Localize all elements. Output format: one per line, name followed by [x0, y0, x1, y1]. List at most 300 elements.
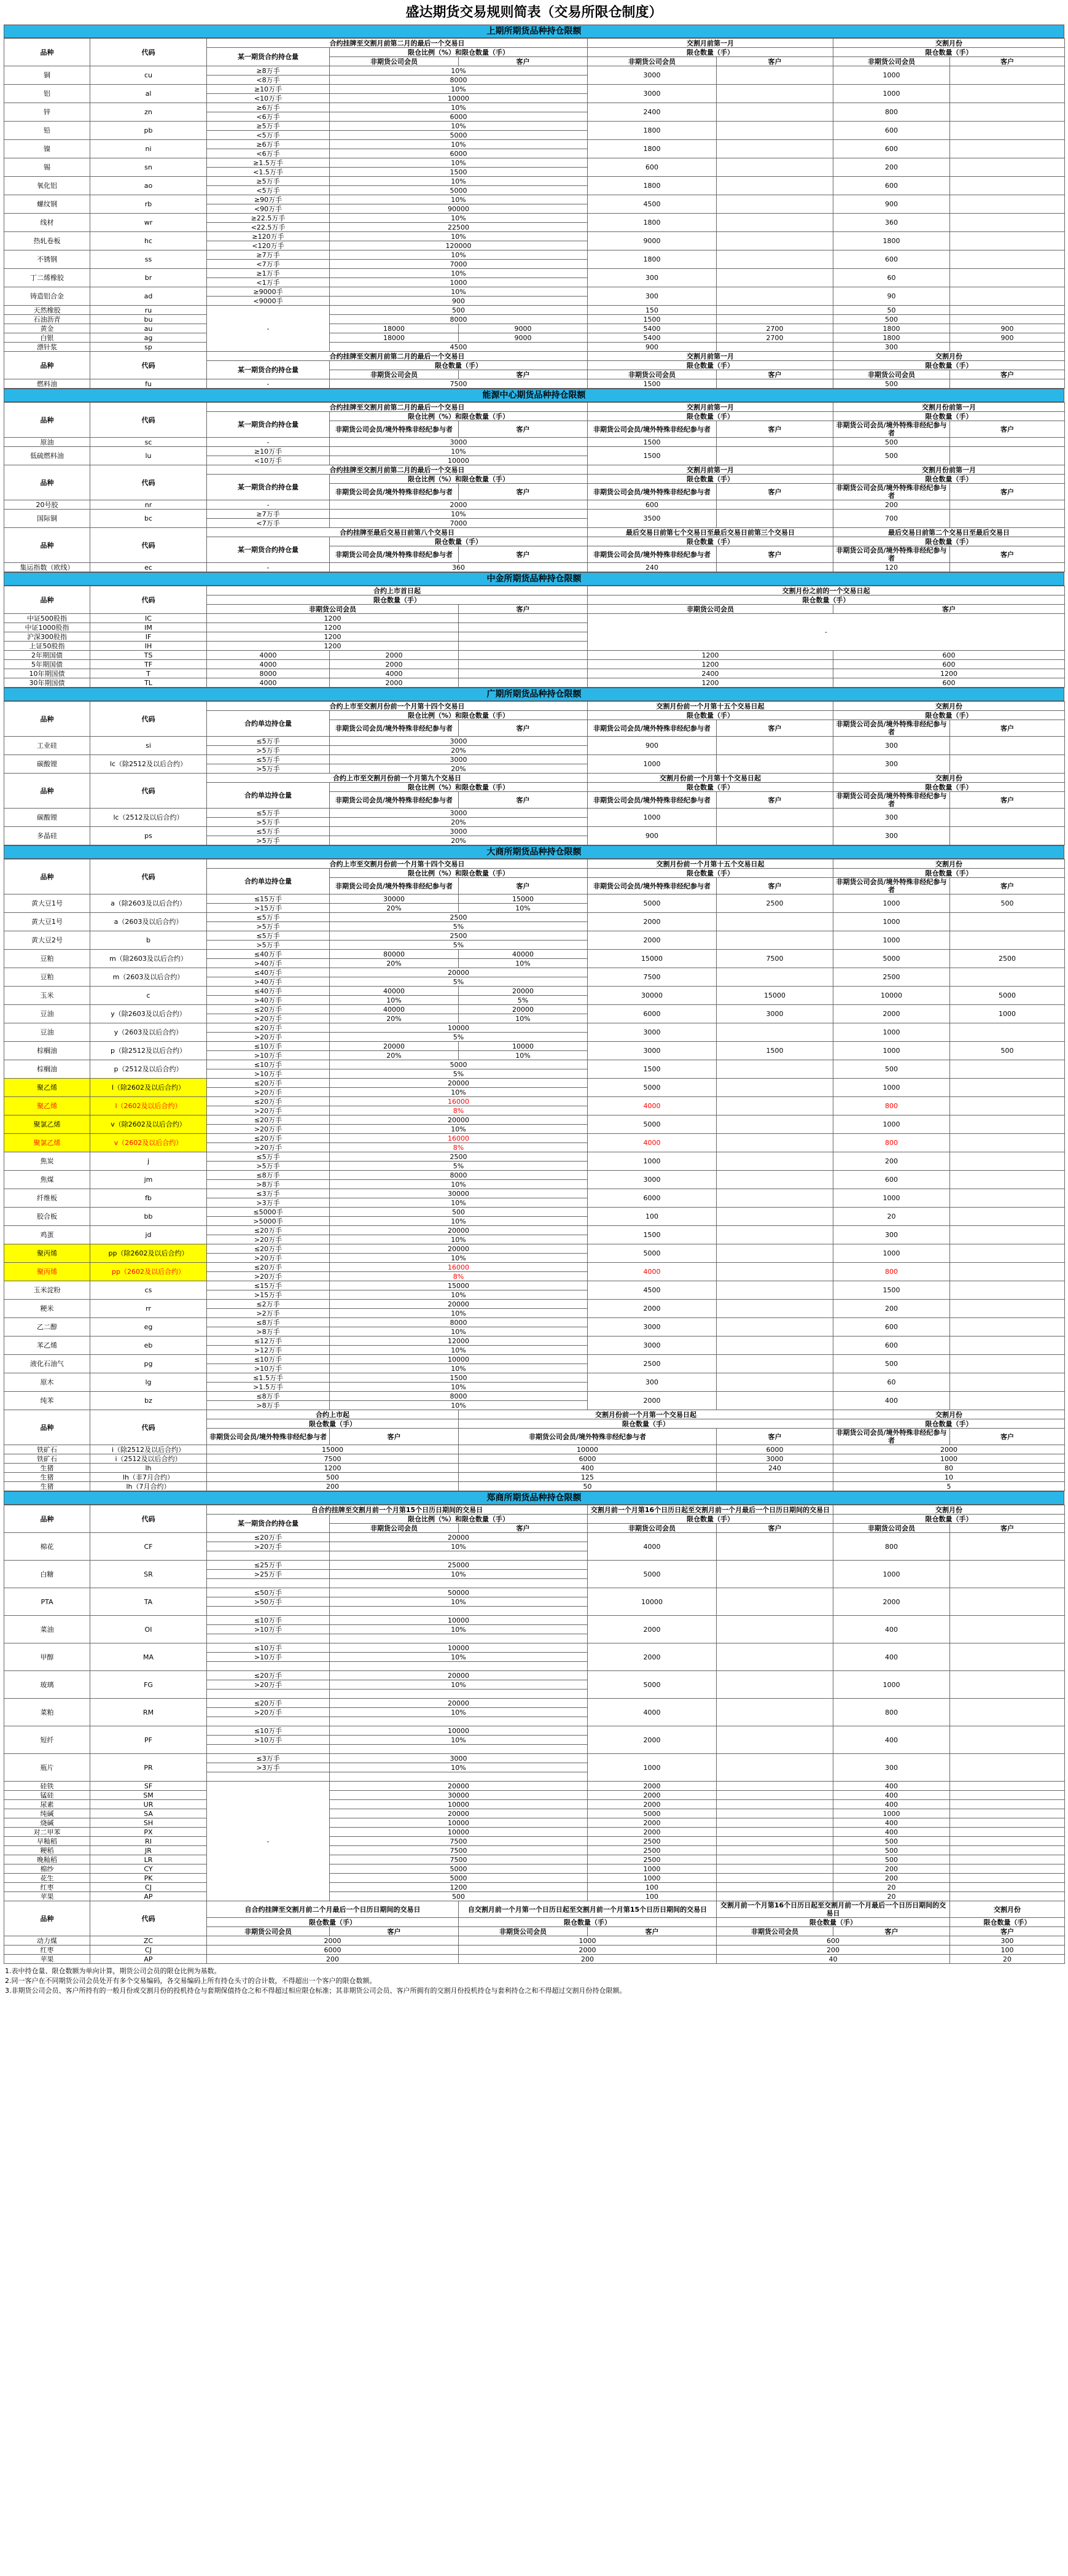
table-cell: IC: [90, 614, 207, 623]
table-cell: [459, 660, 588, 669]
table-cell: [717, 1818, 833, 1828]
product-code: pb: [90, 122, 207, 140]
table-cell: 10: [833, 1473, 1065, 1482]
table-cell: 800: [833, 1699, 950, 1726]
table-cell: 5: [833, 1482, 1065, 1491]
table-cell: [950, 1588, 1065, 1616]
table-cell: ≤1.5万手: [207, 1373, 330, 1383]
table-cell: >20万手: [207, 1014, 330, 1023]
table-cell: ≤8万手: [207, 1171, 330, 1180]
table-cell: 1000: [833, 1454, 1065, 1464]
table-cell: 自交割月前一个月第一个日历日起至交割月前一个月第15个日历日期间的交易日: [459, 1901, 717, 1918]
table-cell: [950, 1892, 1065, 1901]
table-cell: 5年期国债: [4, 660, 90, 669]
table-cell: ≤3万手: [207, 1189, 330, 1198]
table-cell: <90万手: [207, 204, 330, 214]
table-cell: pp（除2602及以后合约）: [90, 1244, 207, 1263]
table-cell: 10%: [330, 140, 588, 149]
table-row: [4, 1005, 1065, 1014]
table-row: [4, 651, 1065, 660]
table-cell: 限仓数量（手）: [588, 1515, 833, 1524]
table-row: [4, 324, 1065, 333]
table-cell: ≥5万手: [207, 122, 330, 131]
table-cell: [330, 1690, 588, 1699]
table-row: [4, 1846, 1065, 1855]
table-cell: [717, 287, 833, 306]
table-cell: 中证1000股指: [4, 623, 90, 632]
table-cell: T: [90, 669, 207, 678]
table-cell: 对二甲苯: [4, 1828, 90, 1837]
table-cell: 集运指数（欧线）: [4, 563, 90, 572]
table-cell: 2000: [588, 931, 717, 950]
table-cell: >10万手: [207, 1051, 330, 1060]
table-cell: 客户: [717, 370, 833, 379]
product-code: wr: [90, 214, 207, 232]
table-cell: 2700: [717, 324, 833, 333]
table-cell: 4000: [207, 651, 330, 660]
table-cell: [950, 1561, 1065, 1588]
table-cell: 900: [588, 827, 717, 845]
table-cell: IF: [90, 632, 207, 642]
table-cell: [950, 1791, 1065, 1800]
table-row: [4, 859, 1065, 869]
table-cell: [950, 931, 1065, 950]
table-cell: 300: [588, 269, 717, 287]
table-cell: 交割月份前第一月: [833, 465, 1065, 475]
table-cell: [330, 1634, 588, 1643]
table-cell: bc: [90, 510, 207, 528]
table-cell: 5000: [833, 950, 950, 968]
table-cell: [950, 269, 1065, 287]
table-cell: 2000: [588, 913, 717, 931]
table-row: [4, 195, 1065, 204]
table-cell: ≤40万手: [207, 987, 330, 996]
table-cell: [717, 1318, 833, 1336]
table-cell: 限仓数量（手）: [833, 537, 1065, 546]
table-cell: [459, 678, 588, 688]
table-cell: CJ: [90, 1883, 207, 1892]
table-cell: 客户: [833, 605, 1065, 614]
product-name: 铝: [4, 85, 90, 103]
table-cell: lc（除2512及以后合约）: [90, 755, 207, 774]
table-cell: 10%: [459, 1014, 588, 1023]
table-cell: SF: [90, 1782, 207, 1791]
table-cell: 交割月前第一月: [588, 352, 833, 361]
table-cell: [717, 122, 833, 140]
table-cell: 焦炭: [4, 1152, 90, 1171]
table-cell: 500: [950, 1042, 1065, 1060]
table-cell: 限仓数量（手）: [588, 537, 833, 546]
table-cell: 7500: [207, 1454, 459, 1464]
table-cell: eb: [90, 1336, 207, 1355]
table-cell: 红枣: [4, 1946, 90, 1955]
table-row: [4, 1699, 1065, 1708]
table-cell: 非期货公司会员/境外特殊非经纪参与者: [330, 421, 459, 438]
col-product: 品种: [4, 39, 90, 66]
table-cell: 2000: [330, 651, 459, 660]
table-cell: SA: [90, 1809, 207, 1818]
table-row: [4, 1643, 1065, 1653]
table-cell: [950, 1079, 1065, 1097]
table-cell: 50: [833, 306, 950, 315]
table-row: [4, 1464, 1065, 1473]
table-cell: 菜油: [4, 1616, 90, 1643]
table-cell: PR: [90, 1754, 207, 1782]
table-cell: 品种: [4, 702, 90, 737]
table-cell: 品种: [4, 774, 90, 809]
table-cell: 10%: [330, 447, 588, 456]
table-cell: 客户: [459, 370, 588, 379]
table-cell: 600: [833, 1336, 950, 1355]
table-cell: pp（2602及以后合约）: [90, 1263, 207, 1281]
table-cell: 限仓数量（手）: [330, 361, 588, 370]
table-cell: >40万手: [207, 996, 330, 1005]
table-cell: 交割月前一个月第16个日历日起至交割月前一个月最后一个日历日期间的交易日: [588, 1505, 833, 1515]
table-row: [4, 333, 1065, 343]
table-cell: >20万手: [207, 1235, 330, 1244]
table-cell: [950, 1355, 1065, 1373]
product-code: hc: [90, 232, 207, 250]
table-cell: [459, 669, 588, 678]
table-cell: 液化石油气: [4, 1355, 90, 1373]
table-row: [4, 1901, 1065, 1918]
table-cell: 60: [833, 269, 950, 287]
table-cell: 晚籼稻: [4, 1855, 90, 1864]
table-row: [4, 1171, 1065, 1180]
table-cell: 2000: [833, 1588, 950, 1616]
table-cell: [717, 1726, 833, 1754]
table-cell: 玉米: [4, 987, 90, 1005]
table-cell: [717, 140, 833, 158]
table-cell: 10%: [330, 287, 588, 297]
table-cell: >1.5万手: [207, 1383, 330, 1392]
table-cell: 黄大豆2号: [4, 931, 90, 950]
table-cell: [717, 1809, 833, 1818]
table-cell: lg: [90, 1373, 207, 1392]
table-cell: 10%: [330, 1309, 588, 1318]
product-name: 铸造铝合金: [4, 287, 90, 306]
table-cell: 硅铁: [4, 1782, 90, 1791]
table-cell: 2000: [588, 1800, 717, 1809]
table-cell: 4000: [330, 669, 459, 678]
table-cell: 20000: [330, 968, 588, 977]
table-cell: 限仓比例（%）和限仓数量（手）: [330, 869, 588, 878]
table-cell: >5万手: [207, 941, 330, 950]
table-row: [4, 214, 1065, 223]
table-cell: 1000: [833, 1809, 950, 1818]
table-cell: 非期货公司会员/境外特殊非经纪参与者: [207, 1429, 330, 1445]
table-cell: 500: [833, 1060, 950, 1079]
table-cell: 200: [207, 1955, 459, 1964]
table-cell: 400: [833, 1782, 950, 1791]
table-cell: 100: [588, 1883, 717, 1892]
table-cell: 客户: [950, 792, 1065, 809]
table-cell: 20号胶: [4, 500, 90, 510]
table-row: [4, 315, 1065, 324]
table-cell: 300: [833, 1226, 950, 1244]
table-cell: >5万手: [207, 764, 330, 774]
table-cell: 9000: [459, 324, 588, 333]
table-cell: b: [90, 931, 207, 950]
table-cell: <120万手: [207, 241, 330, 250]
table-cell: 客户: [717, 792, 833, 809]
table-cell: >15万手: [207, 1290, 330, 1300]
product-name: 锡: [4, 158, 90, 177]
table-cell: 限仓数量（手）: [588, 596, 1065, 605]
table-cell: -: [207, 563, 330, 572]
table-cell: IH: [90, 642, 207, 651]
table-cell: 1200: [833, 669, 1065, 678]
table-cell: 5000: [330, 1874, 588, 1883]
table-cell: [459, 642, 588, 651]
table-cell: 10%: [330, 232, 588, 241]
table-cell: 20%: [330, 746, 588, 755]
table-cell: [717, 1473, 833, 1482]
table-cell: 16000: [330, 1263, 588, 1272]
table-cell: CJ: [90, 1946, 207, 1955]
table-cell: [717, 500, 833, 510]
table-cell: 沪深300股指: [4, 632, 90, 642]
table-cell: 20%: [330, 1051, 459, 1060]
table-cell: ≤20万手: [207, 1533, 330, 1542]
table-cell: 5000: [588, 1671, 717, 1699]
table-cell: 5400: [588, 324, 717, 333]
table-cell: 品种: [4, 465, 90, 500]
table-row: [4, 352, 1065, 361]
table-cell: 豆粕: [4, 950, 90, 968]
table-cell: [950, 737, 1065, 755]
table-cell: 交割月份前第一月: [833, 403, 1065, 412]
table-cell: 非期货公司会员/境外特殊非经纪参与者: [588, 546, 717, 563]
table-cell: 聚乙烯: [4, 1079, 90, 1097]
table-row: [4, 1226, 1065, 1235]
table-row: [4, 737, 1065, 746]
product-code: ad: [90, 287, 207, 306]
table-cell: [330, 1745, 588, 1754]
table-cell: FG: [90, 1671, 207, 1699]
table-cell: >40万手: [207, 959, 330, 968]
table-cell: 品种: [4, 1410, 90, 1445]
table-cell: <7万手: [207, 519, 330, 528]
table-cell: 品种: [4, 1901, 90, 1936]
product-code: ao: [90, 177, 207, 195]
table-cell: [950, 1809, 1065, 1818]
table-cell: 900: [950, 324, 1065, 333]
table-cell: 1500: [588, 315, 717, 324]
table-cell: lh（非7月合约）: [90, 1473, 207, 1482]
col-code: 代码: [90, 39, 207, 66]
table-row: [4, 1410, 1065, 1419]
table-cell: [717, 1226, 833, 1244]
table-cell: 合约上市至交割月份前一个月第十四个交易日: [207, 702, 588, 711]
table-cell: >20万手: [207, 1033, 330, 1042]
table-cell: 2000: [588, 1818, 717, 1828]
table-cell: >10万手: [207, 1069, 330, 1079]
table-cell: [950, 122, 1065, 140]
table-cell: 非期货公司会员/境外特殊非经纪参与者: [330, 720, 459, 737]
table-cell: 3000: [588, 1318, 717, 1336]
section-title-shfe: 上期所期货品种持仓限额: [4, 25, 1064, 38]
table-cell: 非期货公司会员/境外特殊非经纪参与者: [833, 484, 950, 500]
product-name: 天然橡胶: [4, 306, 90, 315]
table-cell: 客户: [717, 1429, 833, 1445]
table-cell: [330, 1662, 588, 1671]
table-cell: [459, 651, 588, 660]
table-cell: jd: [90, 1226, 207, 1244]
table-cell: 1000: [833, 894, 950, 913]
table-cell: 6000: [330, 149, 588, 158]
table-row: [4, 1533, 1065, 1542]
table-cell: 限仓数量（手）: [588, 412, 833, 421]
table-cell: 10%: [330, 1736, 588, 1745]
table-cell: 限仓数量（手）: [833, 783, 1065, 792]
table-cell: [950, 1392, 1065, 1410]
table-cell: 1200: [588, 660, 833, 669]
table-row: [4, 1864, 1065, 1874]
table-cell: [330, 1579, 588, 1588]
table-cell: ≤10万手: [207, 1060, 330, 1069]
table-cell: [717, 438, 833, 447]
table-row: [4, 85, 1065, 94]
table-cell: 900: [588, 737, 717, 755]
table-cell: [717, 1115, 833, 1134]
table-row: [4, 660, 1065, 669]
table-cell: 10%: [330, 177, 588, 186]
table-cell: 200: [833, 1864, 950, 1874]
section-title-ine: 能源中心期货品种持仓限额: [4, 389, 1064, 402]
table-cell: 代码: [90, 403, 207, 438]
product-name: 丁二烯橡胶: [4, 269, 90, 287]
table-cell: 1000: [833, 1671, 950, 1699]
table-row: [4, 1115, 1065, 1125]
table-cell: [950, 913, 1065, 931]
table-cell: 非期货公司会员: [330, 57, 459, 66]
table-cell: ≥120万手: [207, 232, 330, 241]
table-cell: pg: [90, 1355, 207, 1373]
table-cell: 10%: [330, 1597, 588, 1607]
table-cell: 原木: [4, 1373, 90, 1392]
table-cell: [717, 1079, 833, 1097]
table-row: [4, 968, 1065, 977]
table-cell: [717, 315, 833, 324]
table-cell: 限仓数量（手）: [833, 48, 1065, 57]
table-cell: 非期货公司会员/境外特殊非经纪参与者: [588, 792, 717, 809]
table-cell: 20%: [330, 1014, 459, 1023]
table-cell: 2500: [717, 894, 833, 913]
table-cell: [950, 1281, 1065, 1300]
table-cell: 低硫燃料油: [4, 447, 90, 465]
table-cell: [950, 1373, 1065, 1392]
table-cell: JR: [90, 1846, 207, 1855]
table-cell: 6000: [717, 1445, 833, 1454]
table-cell: y（除2603及以后合约）: [90, 1005, 207, 1023]
table-cell: >20万手: [207, 1088, 330, 1097]
table-cell: 200: [833, 500, 950, 510]
table-cell: ≥90万手: [207, 195, 330, 204]
table-cell: -: [588, 614, 1065, 651]
table-cell: 4500: [330, 343, 588, 352]
table-cell: [950, 1208, 1065, 1226]
table-row: [4, 379, 1065, 389]
table-cell: 客户: [588, 1927, 717, 1936]
table-cell: [950, 1726, 1065, 1754]
table-cell: 2700: [717, 333, 833, 343]
table-cell: 10%: [330, 1708, 588, 1717]
table-cell: [950, 1874, 1065, 1883]
table-cell: 500: [833, 1846, 950, 1855]
table-cell: 棉纱: [4, 1864, 90, 1874]
table-cell: 300: [833, 755, 950, 774]
product-name: 线材: [4, 214, 90, 232]
table-cell: lh: [90, 1464, 207, 1473]
table-cell: 交割月份: [833, 1505, 1065, 1515]
table-cell: 限仓数量（手）: [588, 48, 833, 57]
table-cell: 20000: [330, 1671, 588, 1680]
table-cell: 20000: [459, 987, 588, 996]
table-row: [4, 1809, 1065, 1818]
product-code: bu: [90, 315, 207, 324]
table-cell: fb: [90, 1189, 207, 1208]
table-cell: v（除2602及以后合约）: [90, 1115, 207, 1134]
table-cell: [207, 1634, 330, 1643]
table-cell: 500: [330, 1208, 588, 1217]
product-code: al: [90, 85, 207, 103]
table-cell: 20: [833, 1208, 950, 1226]
table-row: [4, 122, 1065, 131]
table-cell: 600: [833, 1318, 950, 1336]
table-cell: 8000: [207, 669, 330, 678]
table-row: [4, 1473, 1065, 1482]
table-row: [4, 1281, 1065, 1290]
table-row: [4, 1482, 1065, 1491]
table-cell: eg: [90, 1318, 207, 1336]
table-cell: 客户: [459, 421, 588, 438]
product-name: 漂针浆: [4, 343, 90, 352]
table-row: [4, 1754, 1065, 1763]
table-cell: ≥8万手: [207, 66, 330, 76]
table-cell: 聚丙烯: [4, 1244, 90, 1263]
table-cell: [950, 510, 1065, 528]
table-cell: j: [90, 1152, 207, 1171]
table-cell: 代码: [90, 465, 207, 500]
table-cell: 3000: [330, 755, 588, 764]
table-cell: ≤5万手: [207, 737, 330, 746]
table-cell: m（除2603及以后合约）: [90, 950, 207, 968]
table-cell: p（除2512及以后合约）: [90, 1042, 207, 1060]
table-cell: 8%: [330, 1143, 588, 1152]
table-cell: 限仓数量（手）: [833, 1419, 1065, 1429]
table-cell: 600: [833, 122, 950, 140]
product-code: sn: [90, 158, 207, 177]
table-cell: 500: [833, 1355, 950, 1373]
table-cell: 10000: [330, 1726, 588, 1736]
table-cell: ≤10万手: [207, 1616, 330, 1625]
table-cell: 500: [833, 379, 950, 389]
table-cell: 短纤: [4, 1726, 90, 1754]
table-cell: 30年期国债: [4, 678, 90, 688]
table-cell: 2500: [330, 931, 588, 941]
table-cell: [717, 1800, 833, 1809]
table-cell: ≤8万手: [207, 1392, 330, 1401]
table-cell: 1000: [588, 1864, 717, 1874]
table-cell: 2500: [588, 1355, 717, 1373]
table-cell: 2000: [588, 1828, 717, 1837]
table-cell: >20万手: [207, 1272, 330, 1281]
table-cell: 7500: [330, 1855, 588, 1864]
table-cell: ≤5万手: [207, 809, 330, 818]
table-cell: 1000: [459, 1936, 717, 1946]
table-cell: 非期货公司会员/境外特殊非经纪参与者: [330, 878, 459, 894]
